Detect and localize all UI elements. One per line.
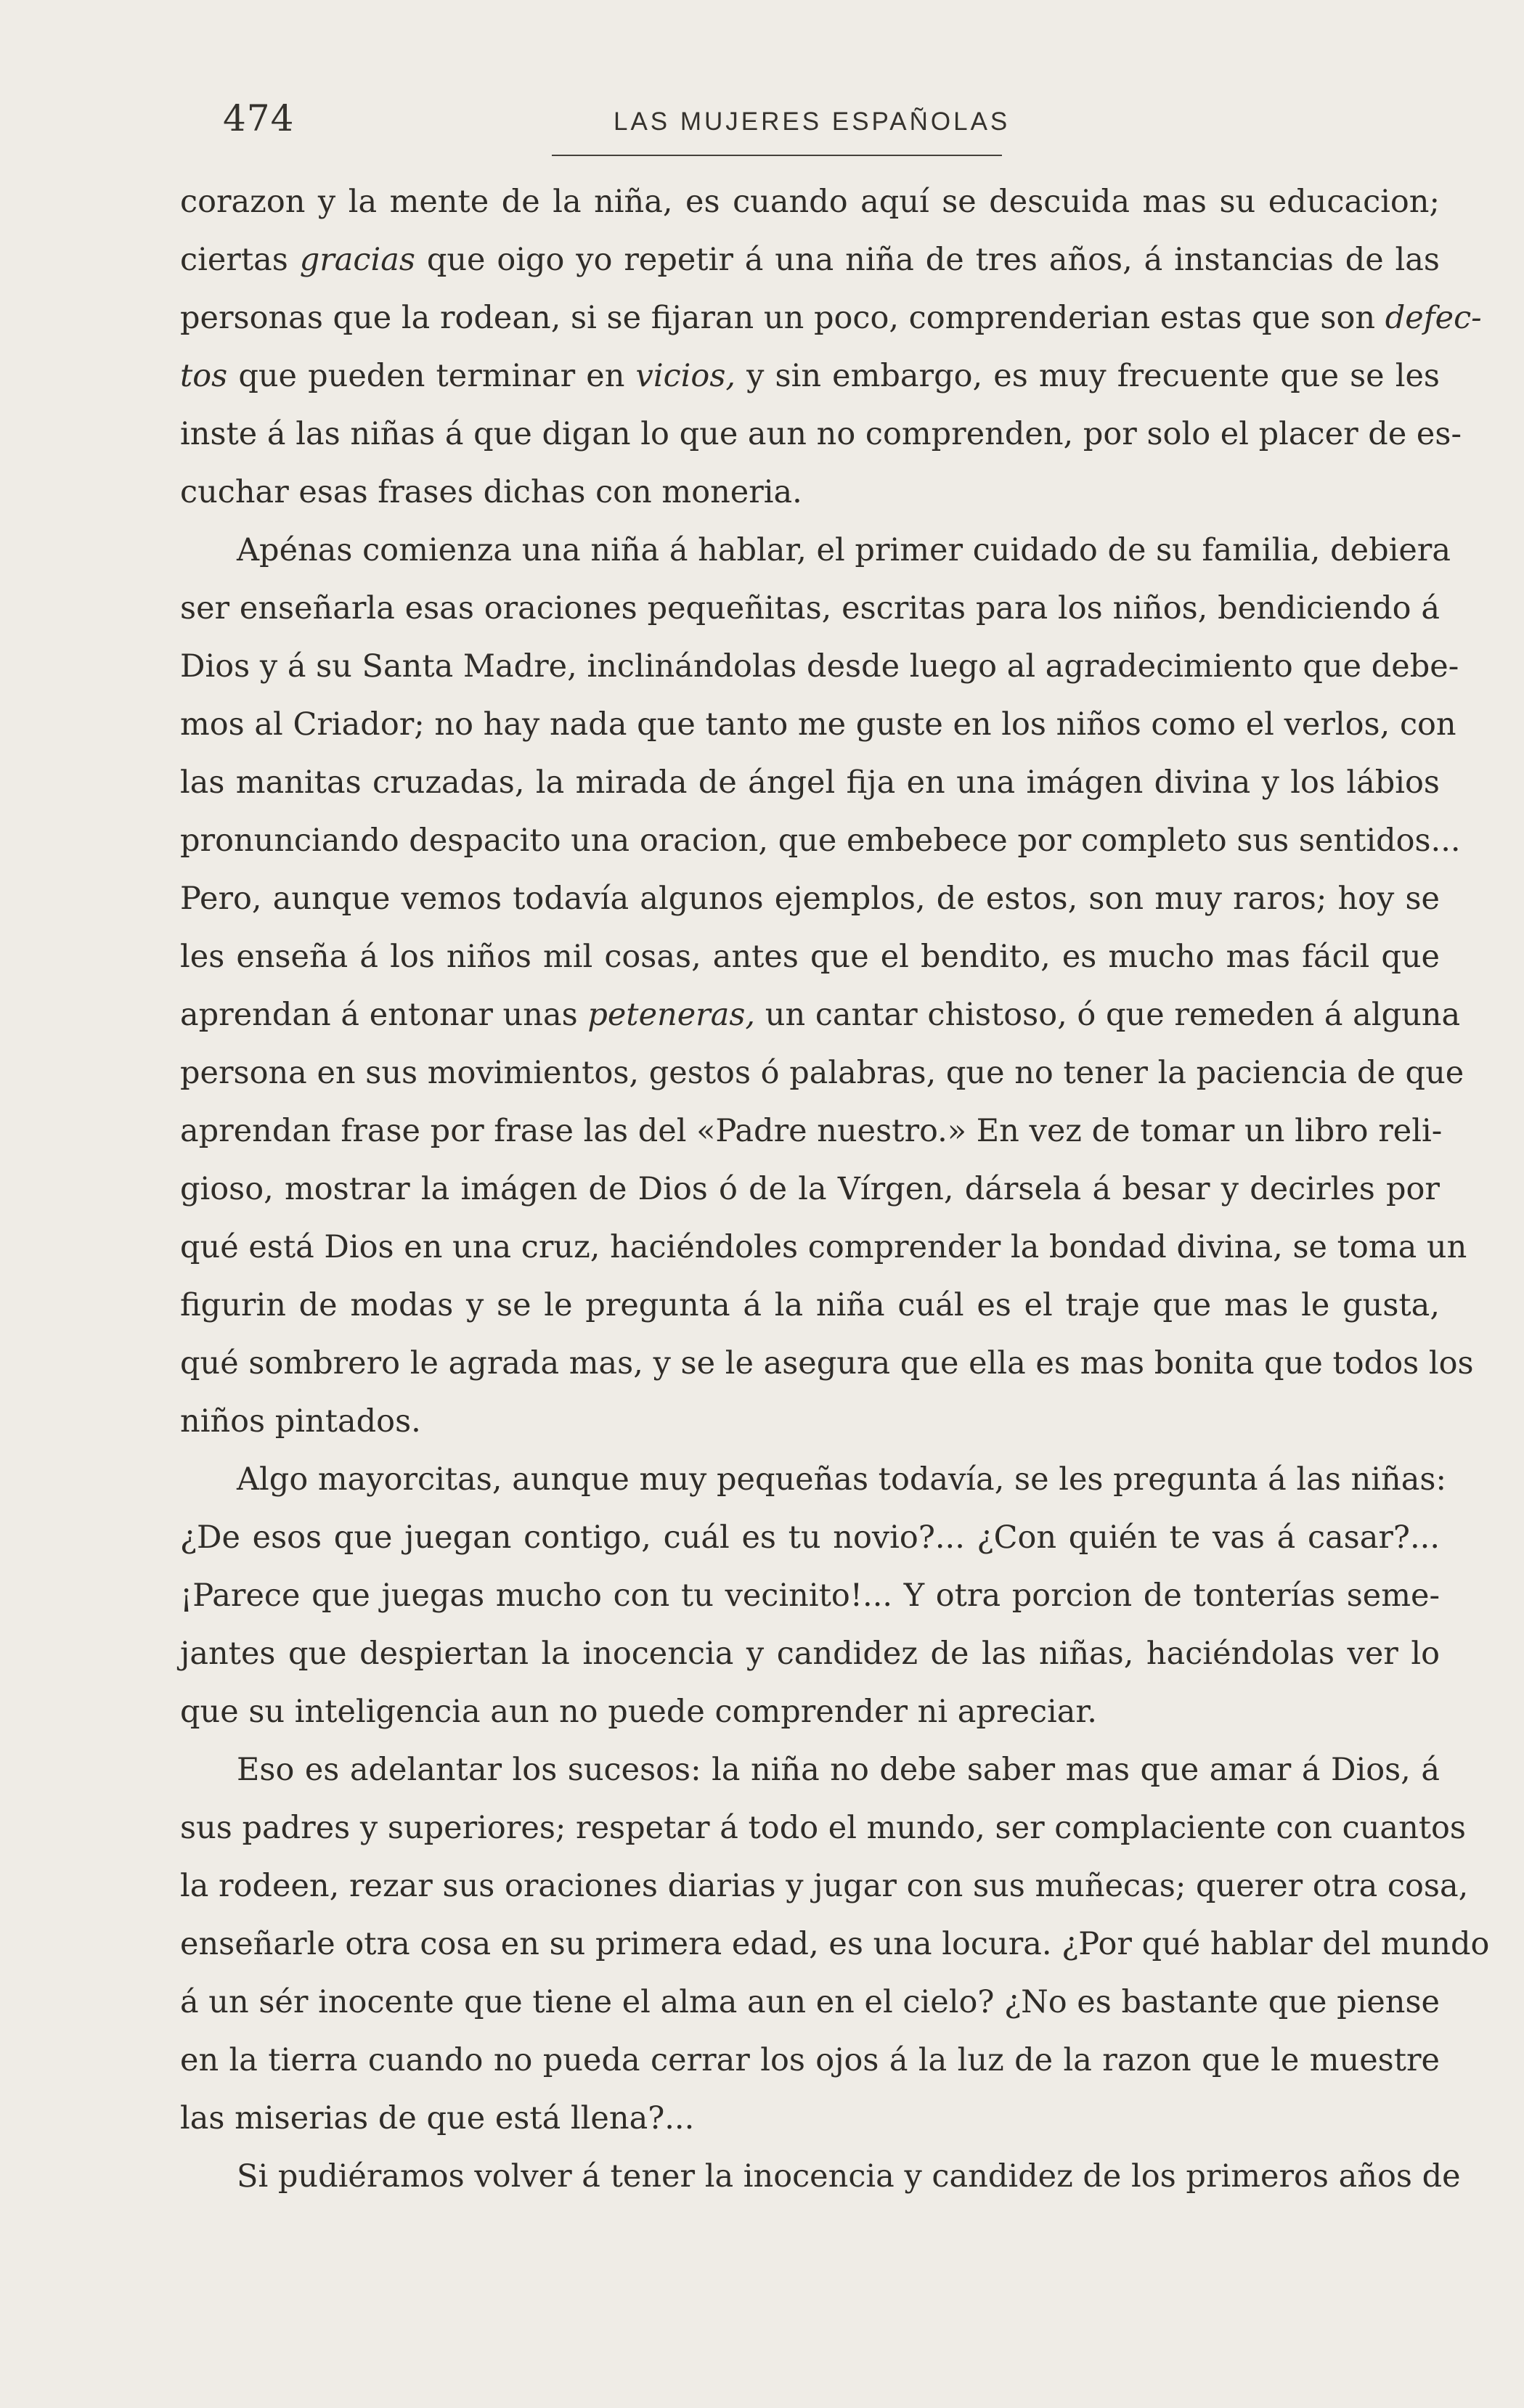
paragraph-first-line: Apénas comienza una niña á hablar, el primer cuidado de su familia, debiera: [237, 532, 1451, 568]
text-line: les enseña á los niños mil cosas, antes que el bendito, es mucho mas fácil que: [180, 939, 1440, 975]
text-line: inste á las niñas á que digan lo que aun no comprenden, por solo el placer de es-: [180, 416, 1462, 452]
text-line: ciertas gracias que oigo yo repetir á una niña de tres años, á instancias de las: [180, 242, 1440, 278]
text-line: en la tierra cuando no pueda cerrar los ojos á la luz de la razon que le muestre: [180, 2042, 1440, 2078]
page-number: 474: [223, 97, 295, 139]
text-line: pronunciando despacito una oracion, que embebece por completo sus sentidos...: [180, 823, 1461, 859]
text-line: mos al Criador; no hay nada que tanto me guste en los niños como el verlos, con: [180, 706, 1456, 743]
paragraph-first-line: Eso es adelantar los sucesos: la niña no debe saber mas que amar á Dios, á: [237, 1752, 1440, 1788]
italic-word: tos: [180, 358, 228, 394]
text-line: personas que la rodean, si se fijaran un poco, comprenderian estas que son defec-: [180, 300, 1482, 336]
text-line: la rodeen, rezar sus oraciones diarias y jugar con sus muñecas; querer otra cosa,: [180, 1868, 1469, 1904]
text-line: aprendan frase por frase las del «Padre nuestro.» En vez de tomar un libro reli-: [180, 1113, 1443, 1149]
text-line: las manitas cruzadas, la mirada de ángel fija en una imágen divina y los lábios: [180, 764, 1440, 801]
paragraph-first-line: Si pudiéramos volver á tener la inocencia y candidez de los primeros años de: [237, 2158, 1461, 2195]
text-line-last: que su inteligencia aun no puede comprender ni apreciar.: [180, 1694, 1097, 1730]
italic-word: gracias: [299, 242, 415, 278]
text-line-last: las miserias de que está llena?...: [180, 2100, 695, 2136]
text-line: figurin de modas y se le pregunta á la niña cuál es el traje que mas le gusta,: [180, 1287, 1440, 1323]
text-line: ser enseñarla esas oraciones pequeñitas, escritas para los niños, bendiciendo á: [180, 590, 1440, 627]
text-line: enseñarle otra cosa en su primera edad, es una locura. ¿Por qué hablar del mundo: [180, 1926, 1490, 1962]
body-text: [180, 173, 1490, 2205]
text-line: á un sér inocente que tiene el alma aun en el cielo? ¿No es bastante que piense: [180, 1984, 1440, 2020]
text-line: qué está Dios en una cruz, haciéndoles comprender la bondad divina, se toma un: [180, 1229, 1467, 1265]
text-line-last: cuchar esas frases dichas con moneria.: [180, 474, 802, 510]
text-line: aprendan á entonar unas peteneras, un cantar chistoso, ó que remeden á alguna: [180, 997, 1461, 1033]
text-line: ¡Parece que juegas mucho con tu vecinito!... Y otra porcion de tonterías seme-: [180, 1578, 1440, 1614]
text-line: jantes que despiertan la inocencia y candidez de las niñas, haciéndolas ver lo: [180, 1636, 1440, 1672]
text-line: tos que pueden terminar en vicios, y sin embargo, es muy frecuente que se les: [180, 358, 1440, 394]
text-line: ¿De esos que juegan contigo, cuál es tu novio?... ¿Con quién te vas á casar?...: [180, 1519, 1440, 1556]
text-line: sus padres y superiores; respetar á todo el mundo, ser complaciente con cuantos: [180, 1810, 1466, 1846]
text-line: persona en sus movimientos, gestos ó palabras, que no tener la paciencia de que: [180, 1055, 1464, 1091]
header-rule: [552, 155, 1002, 156]
italic-word: defec-: [1385, 300, 1482, 336]
text-line-last: niños pintados.: [180, 1403, 421, 1440]
running-title: LAS MUJERES ESPAÑOLAS: [614, 107, 1011, 136]
text-line: corazon y la mente de la niña, es cuando aquí se descuida mas su educacion;: [180, 184, 1440, 220]
paragraph-first-line: Algo mayorcitas, aunque muy pequeñas todavía, se les pregunta á las niñas:: [237, 1461, 1446, 1498]
text-line: qué sombrero le agrada mas, y se le asegura que ella es mas bonita que todos los: [180, 1345, 1474, 1381]
text-line: Pero, aunque vemos todavía algunos ejemplos, de estos, son muy raros; hoy se: [180, 881, 1440, 917]
italic-word: vicios,: [635, 358, 736, 394]
text-line: gioso, mostrar la imágen de Dios ó de la Vírgen, dársela á besar y decirles por: [180, 1171, 1440, 1207]
text-line: Dios y á su Santa Madre, inclinándolas desde luego al agradecimiento que debe-: [180, 648, 1459, 685]
italic-word: peteneras,: [587, 997, 756, 1033]
